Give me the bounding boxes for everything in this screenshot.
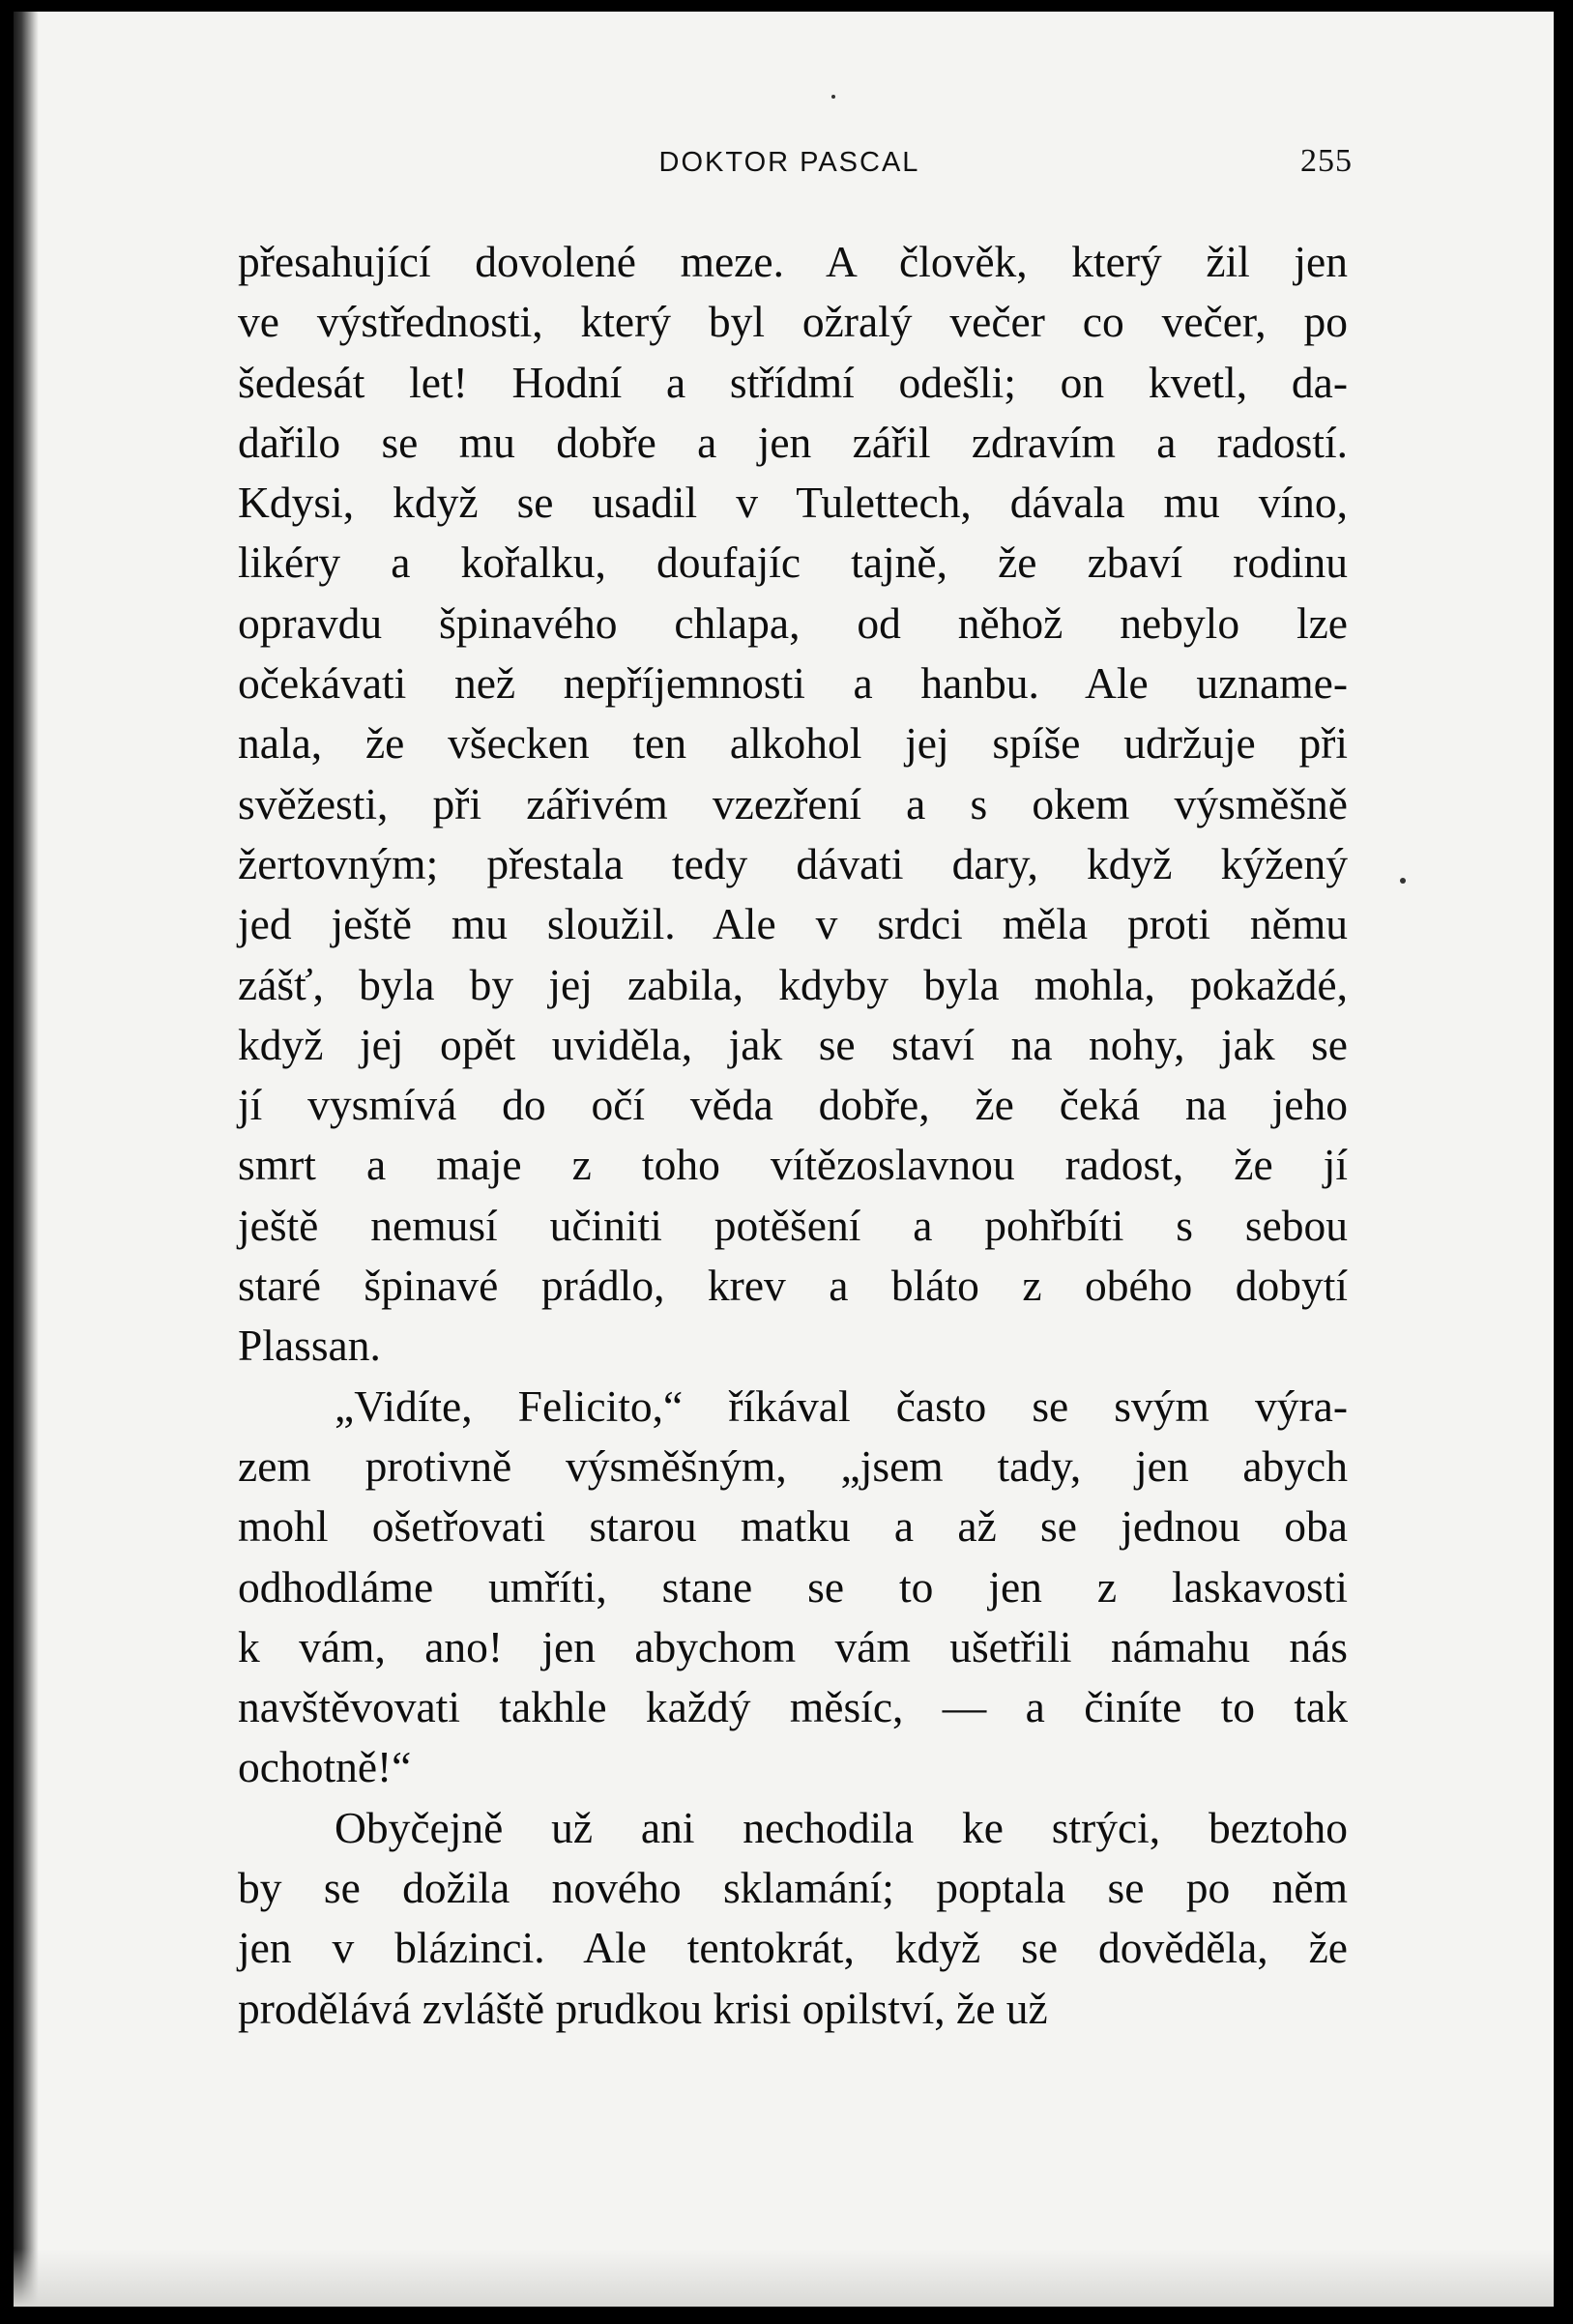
paragraph <box>238 232 1348 1377</box>
text-line: jen v blázinci. Ale tentokrát, když se dověděla, že <box>238 1923 1348 1973</box>
print-speck <box>831 95 835 99</box>
body-text <box>238 232 1348 2039</box>
text-line: by se dožila nového sklamání; poptala se po něm <box>238 1863 1348 1913</box>
text-line: smrt a maje z toho vítězoslavnou radost, že jí <box>238 1140 1348 1190</box>
text-line: Obyčejně už ani nechodila ke strýci, beztoho <box>335 1802 1348 1852</box>
binding-shadow <box>14 12 39 2307</box>
text-line: ve výstřednosti, který byl ožralý večer co večer, po <box>238 297 1348 347</box>
text-line: svěžesti, při zářivém vzezření a s okem výsměšně <box>238 778 1348 828</box>
text-line: ještě nemusí učiniti potěšení a pohřbíti s sebou <box>238 1200 1348 1250</box>
text-line: staré špinavé prádlo, krev a bláto z obého dobytí <box>238 1261 1348 1311</box>
running-title: DOKTOR PASCAL <box>658 147 920 178</box>
text-line: jí vysmívá do očí věda dobře, že čeká na jeho <box>238 1080 1348 1130</box>
paragraph <box>238 1798 1348 2039</box>
text-line: zem protivně výsměšným, „jsem tady, jen abych <box>238 1440 1348 1491</box>
text-line: nala, že všecken ten alkohol jej spíše udržuje při <box>238 718 1348 769</box>
text-line: když jej opět uviděla, jak se staví na nohy, jak se <box>238 1019 1348 1069</box>
text-line: dařilo se mu dobře a jen zářil zdravím a radostí. <box>238 417 1348 467</box>
text-line: mohl ošetřovati starou matku a až se jednou oba <box>238 1501 1348 1552</box>
text-line: Kdysi, když se usadil v Tulettech, dávala mu víno, <box>238 478 1348 528</box>
text-line: likéry a kořalku, doufajíc tajně, že zbaví rodinu <box>238 537 1348 588</box>
text-line: prodělává zvláště prudkou krisi opilství, že už <box>238 1983 1048 2033</box>
text-line: k vám, ano! jen abychom vám ušetřili námahu nás <box>238 1621 1348 1671</box>
text-line: šedesát let! Hodní a střídmí odešli; on kvetl, da- <box>238 357 1348 407</box>
page-number: 255 <box>1300 143 1353 179</box>
text-line: zášť, byla by jej zabila, kdyby byla mohla, pokaždé, <box>238 959 1348 1009</box>
page-edge-shadow <box>14 2249 1554 2307</box>
text-line: odhodláme umříti, stane se to jen z laskavosti <box>238 1561 1348 1612</box>
text-line: Plassan. <box>238 1321 381 1371</box>
text-line: opravdu špinavého chlapa, od něhož nebylo lze <box>238 597 1348 648</box>
print-speck <box>1400 878 1406 884</box>
text-line: navštěvovati takhle každý měsíc, — a činíte to tak <box>238 1682 1348 1732</box>
text-line: žertovným; přestala tedy dávati dary, když kýžený <box>238 838 1348 888</box>
text-line: „Vidíte, Felicito,“ říkával často se svým výra- <box>335 1380 1348 1431</box>
text-line: očekávati než nepříjemnosti a hanbu. Ale uzname- <box>238 658 1348 709</box>
text-line: jed ještě mu sloužil. Ale v srdci měla proti němu <box>238 899 1348 949</box>
text-line: přesahující dovolené meze. A člověk, který žil jen <box>238 237 1348 286</box>
book-page <box>14 12 1554 2307</box>
page-header <box>226 143 1353 186</box>
paragraph <box>238 1377 1348 1798</box>
text-line: ochotně!“ <box>238 1742 412 1792</box>
